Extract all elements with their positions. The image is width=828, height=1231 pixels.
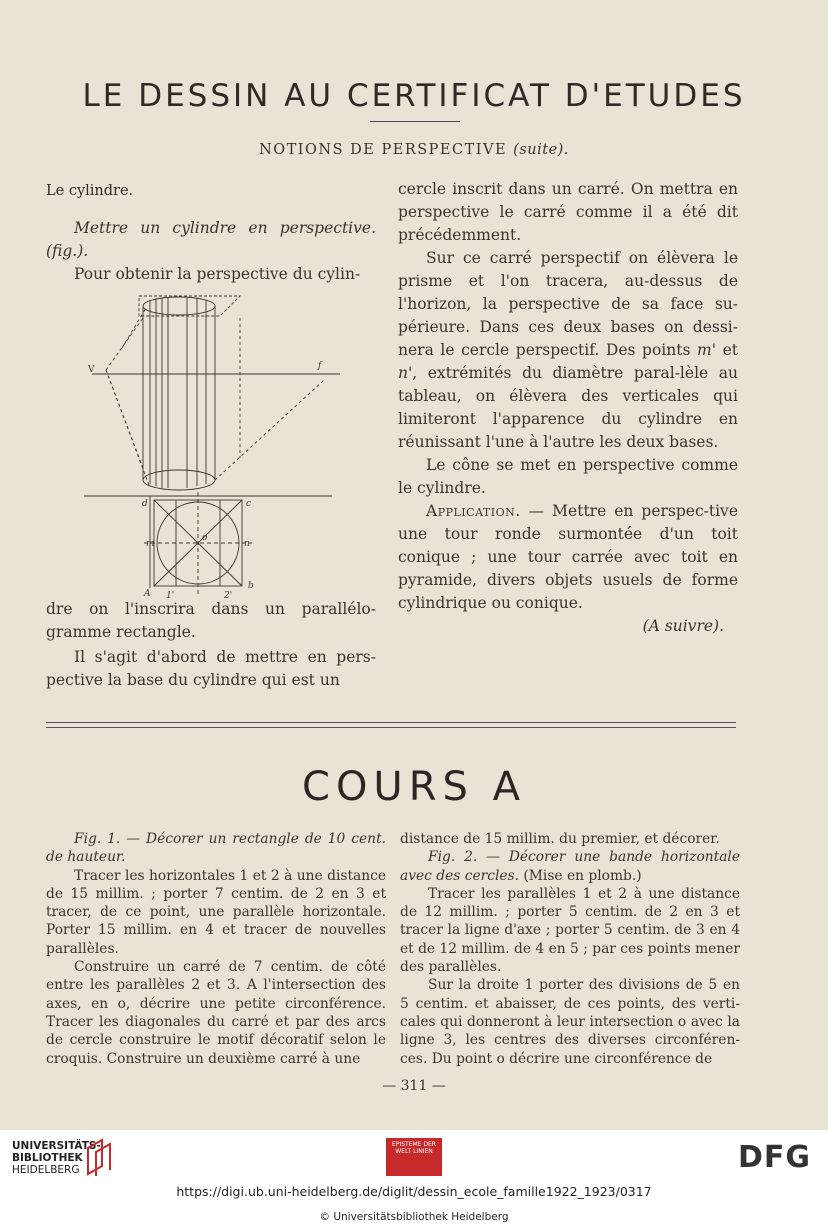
left-paragraph-base: Il s'agit d'abord de mettre en pers-pective la base du cylindre qui est un — [46, 648, 376, 689]
label-v: V — [88, 365, 95, 375]
university-mark-icon — [84, 1138, 114, 1178]
label-f: f — [318, 361, 322, 371]
to-be-continued: (A suivre). — [642, 617, 724, 635]
dfg-logo[interactable]: DFG — [738, 1140, 812, 1175]
title-rule — [370, 121, 460, 122]
permalink-url[interactable]: https://digi.ub.uni-heidelberg.de/diglit/dessin_ecole_famille1922_1923/0317 — [176, 1184, 652, 1199]
fig2-paragraph-2: Sur la droite 1 porter des divisions de 5 en 5 centim. et abaisser, de ces points, des verti-cales qui donneront à leur intersection o avec la ligne 3, les centres des diverses circonféren-ces. Du point o décrire une circonférence de — [400, 977, 740, 1067]
cylinder-perspective-figure — [84, 288, 374, 608]
right-paragraph-2-start: Sur ce carré perspectif on élèvera le prisme et l'on tracera, au-dessus de l'horizon, la perspective de sa face su-périeure. Dans ces deux bases on dessi-nera le cercle perspectif. Des points — [398, 249, 738, 359]
uni-logo-line2: BIBLIOTHEK — [12, 1152, 83, 1164]
uni-logo-line1: UNIVERSITÄTS- — [12, 1140, 101, 1152]
library-footer — [0, 1130, 828, 1231]
label-o: o — [202, 533, 208, 543]
copyright-notice: © Universitätsbibliothek Heidelberg — [319, 1211, 509, 1223]
fig2-note: (Mise en plomb.) — [523, 867, 642, 884]
label-a: A — [144, 589, 151, 599]
right-paragraph-2-rest: , extrémités du diamètre paral-lèle au tableau, on élèvera des verticales qui limiteront l'apparence du cylindre en réunissant l'une à l'autre les deux bases. — [398, 364, 738, 451]
fig2-title: Fig. 2. — Décorer une bande horizontale avec des cercles. — [400, 849, 740, 884]
uni-logo-line3: HEIDELBERG — [12, 1164, 80, 1176]
label-b: b — [248, 581, 254, 591]
label-one: 1' — [166, 591, 175, 601]
double-rule-divider — [46, 722, 736, 728]
fig1-paragraph-end: distance de 15 millim. du premier, et décorer. — [400, 831, 720, 847]
label-n: n — [244, 539, 250, 549]
bottom-ellipse — [143, 470, 215, 490]
application-label: Application. — [426, 502, 521, 520]
label-two: 2' — [224, 591, 233, 601]
right-paragraph-1: cercle inscrit dans un carré. On mettra en perspective le carré comme il a été dit précédemment. — [398, 180, 738, 244]
fig2-heading — [400, 848, 740, 885]
subtitle-suite: (suite). — [513, 142, 569, 158]
label-d: d — [142, 499, 148, 509]
bottom-left-column — [46, 830, 386, 1068]
point-m: m' — [697, 341, 716, 359]
fig1-paragraph-2: Construire un carré de 7 centim. de côté entre les parallèles 2 et 3. A l'intersection des axes, en o, décrire une petite circonférence. Tracer les diagonales du carré et par des arcs de cercle construire le motif décoratif selon le croquis. Construire un deuxième carré à une — [46, 959, 386, 1067]
cylinder-instruction: Mettre un cylindre en perspective. (fig.). — [46, 219, 376, 260]
page-number: — 311 — — [382, 1078, 446, 1094]
episteme-logo[interactable]: EPISTEME DER WELT LINIEN — [386, 1138, 442, 1176]
page-title: LE DESSIN AU CERTIFICAT D'ETUDES — [82, 78, 746, 114]
left-column-top — [46, 180, 376, 286]
right-paragraph-4 — [398, 500, 738, 615]
left-column-bottom — [46, 598, 376, 692]
label-c: c — [246, 499, 252, 509]
right-paragraph-3: Le cône se met en perspective comme le cylindre. — [398, 456, 738, 497]
application-text: — Mettre en perspec-tive une tour ronde surmontée d'un toit conique ; une tour carrée avec toit en pyramide, divers objets usuels de forme cylindrique ou conique. — [398, 502, 738, 612]
right-paragraph-2 — [398, 247, 738, 454]
bottom-right-column — [400, 830, 740, 1068]
vanishing-line — [106, 318, 143, 370]
fig1-paragraph-1: Tracer les horizontales 1 et 2 à une distance de 15 millim. ; porter 7 centim. de 2 en 3 et tracer, de ce point, une parallèle horizontale. Porter 15 millim. en 4 et tracer de nouvelles parallèles. — [46, 867, 386, 957]
cours-title: COURS A — [302, 764, 526, 810]
cylinder-paragraph-start: Pour obtenir la perspective du cylin- — [74, 265, 361, 283]
right-column — [398, 178, 738, 638]
left-paragraph-continuation: dre on l'inscrira dans un parallélo-gramme rectangle. — [46, 600, 376, 641]
label-m: m — [146, 539, 155, 549]
top-ellipse — [143, 297, 215, 315]
section-subtitle — [0, 142, 828, 158]
point-n: n' — [398, 364, 413, 382]
subtitle-main: NOTIONS DE PERSPECTIVE — [259, 142, 508, 158]
fig1-title: Fig. 1. — Décorer un rectangle de 10 cent. de hauteur. — [46, 831, 386, 866]
right-paragraph-2-et: et — [722, 341, 738, 359]
cylinder-heading: Le cylindre. — [46, 183, 134, 199]
fig2-paragraph-1: Tracer les parallèles 1 et 2 à une distance de 12 millim. ; porter 5 centim. de 2 en 3 et tracer la ligne d'axe ; porter 5 centim. de 3 en 4 et de 12 millim. de 4 en 5 ; par ces points mener des parallèles. — [400, 885, 740, 976]
